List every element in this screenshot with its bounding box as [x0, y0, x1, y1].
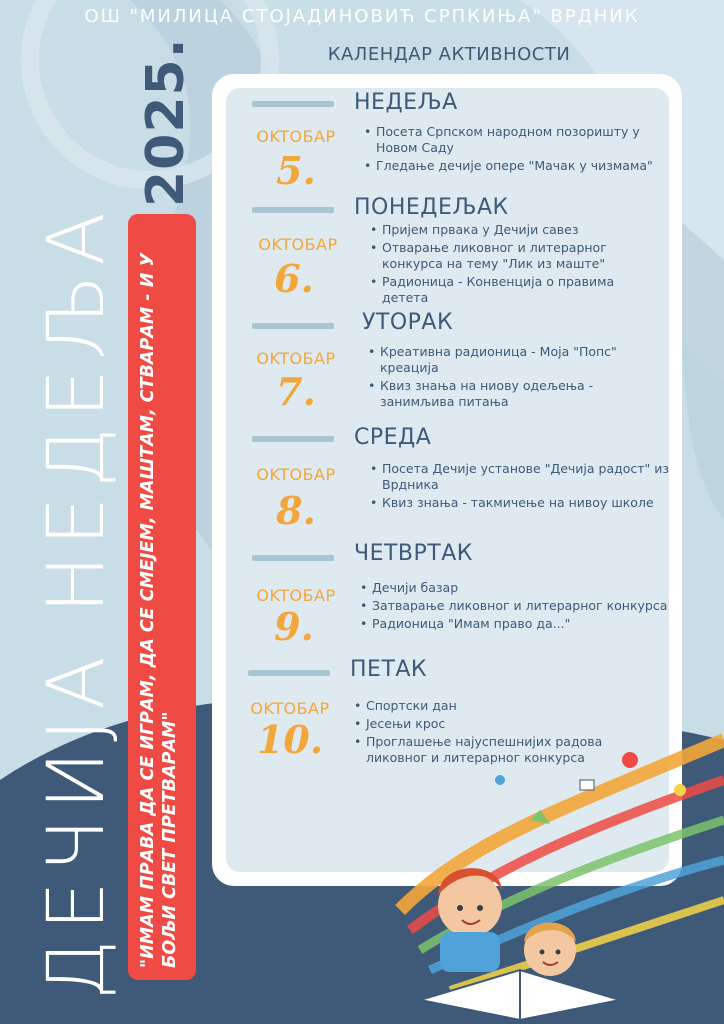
event-item: • Квиз знања на ниову одељења - занимљива питања: [380, 378, 650, 410]
day-divider: [252, 207, 334, 213]
event-item: • Радионица - Конвенција о правима детета: [382, 274, 662, 306]
event-list: [368, 461, 682, 513]
school-name: ОШ "МИЛИЦА СТОЈАДИНОВИЋ СРПКИЊА" ВРДНИК: [84, 6, 640, 27]
quote-text: "ИМАМ ПРАВА ДА СЕ ИГРАМ, ДА СЕ СМЕЈЕМ, МАШТАМ, СТВАРАМ - И У БОЉИ СВЕТ ПРЕТВАРАМ": [138, 253, 180, 968]
event-item: • Посета Дечије установе "Дечија радост" из Врдника: [382, 461, 682, 493]
date-number: 7.: [276, 369, 316, 414]
event-item: • Квиз знања - такмичење на нивоу школе: [382, 495, 682, 511]
month-label: OKTOБАР: [256, 349, 336, 368]
event-item: • Дечији базар: [372, 580, 672, 596]
day-divider: [252, 436, 334, 442]
event-list: [368, 222, 662, 308]
event-item: • Спортски дан: [366, 698, 616, 714]
day-name: ПОНЕДЕЉАК: [354, 195, 509, 220]
day-divider: [248, 670, 330, 676]
event-item: • Проглашење најуспешнијих радова ликовног и литерарног конкурса: [366, 734, 616, 766]
event-item: • Јесењи крос: [366, 716, 616, 732]
event-item: • Креативна радионица - Моја "Попс" креација: [380, 344, 650, 376]
event-item: • Посета Српском народном позоришту у Новом Саду: [376, 124, 666, 156]
day-name: НЕДЕЉА: [354, 90, 458, 115]
event-item: • Гледање дечије опере "Мачак у чизмама": [376, 158, 666, 174]
poster-title: ДЕЧИЈА НЕДЕЉА: [32, 203, 122, 1000]
event-item: • Радионица "Имам право да...": [372, 616, 672, 632]
year-label: 2025.: [136, 37, 196, 207]
event-list: [362, 124, 666, 176]
event-list: [366, 344, 650, 412]
event-item: • Затварање ликовног и литерарног конкурса: [372, 598, 672, 614]
date-number: 5.: [276, 148, 316, 193]
children-reading-illustration: [380, 720, 724, 1024]
date-number: 8.: [276, 488, 316, 533]
month-label: OKTOБАР: [256, 586, 336, 605]
day-divider: [252, 323, 334, 329]
day-name: УТОРАК: [362, 310, 454, 335]
event-item: • Пријем првака у Дечији савез: [382, 222, 662, 238]
date-number: 10.: [256, 717, 324, 762]
date-number: 9.: [274, 604, 314, 649]
day-name: ПЕТАК: [350, 657, 428, 682]
day-divider: [252, 101, 334, 107]
month-label: OKTOБАР: [256, 127, 336, 146]
date-number: 6.: [274, 256, 314, 301]
month-label: OKTOБАР: [258, 235, 338, 254]
calendar-title: КАЛЕНДАР АКТИВНОСТИ: [327, 44, 571, 65]
event-item: • Отварање ликовног и литерарног конкурса на тему "Лик из маште": [382, 240, 662, 272]
month-label: OKTOБАР: [250, 699, 330, 718]
event-list: [358, 580, 672, 634]
day-divider: [252, 555, 334, 561]
day-name: СРЕДА: [354, 425, 432, 450]
month-label: OKTOБАР: [256, 465, 336, 484]
day-name: ЧЕТВРТАК: [354, 541, 473, 566]
